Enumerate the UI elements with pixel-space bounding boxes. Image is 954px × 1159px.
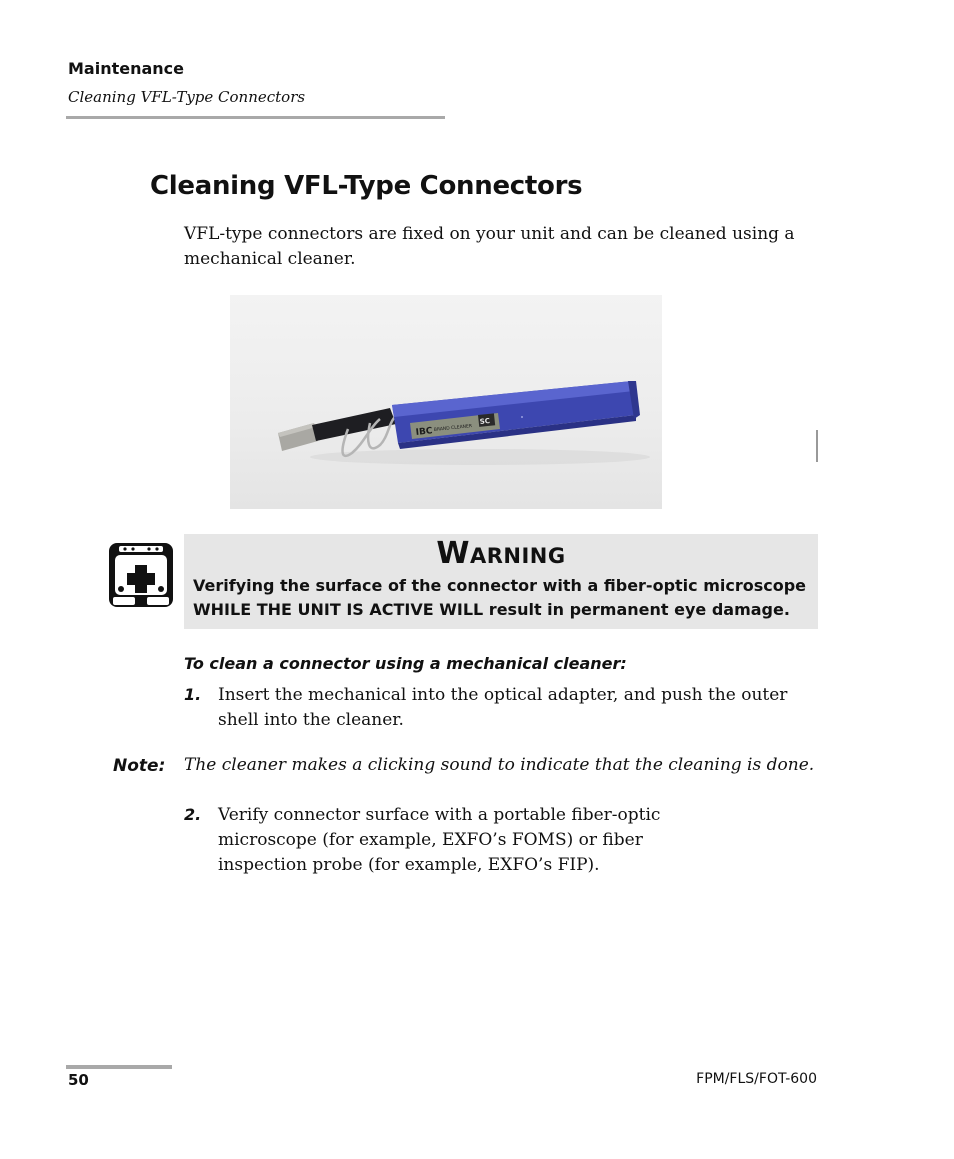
warning-text: Verifying the surface of the connector with a fiber-optic microscope WHILE THE UNIT IS ACTIVE WILL result in permanent eye damage. xyxy=(193,576,807,619)
warning-title: Warning xyxy=(436,536,566,571)
margin-mark xyxy=(816,430,818,462)
step-text: Verify connector surface with a portable fiber-optic microscope (for example, EXFO’s FOMS) or fiber inspection probe (for example, EXFO’s FIP). xyxy=(218,805,661,875)
cleaner-product-label: BRAND CLEANER xyxy=(433,424,473,433)
running-header-section: Maintenance xyxy=(68,59,185,78)
procedure-title: To clean a connector using a mechanical cleaner: xyxy=(184,654,627,673)
cleaner-brand-label: IBC xyxy=(415,426,434,438)
mechanical-cleaner-illustration xyxy=(230,295,662,509)
intro-paragraph: VFL-type connectors are fixed on your unit and can be cleaned using a mechanical cleaner. xyxy=(184,224,795,269)
note-label: Note: xyxy=(113,756,166,776)
footer-divider xyxy=(66,1065,172,1069)
page-number: 50 xyxy=(68,1071,89,1089)
step-text: Insert the mechanical into the optical adapter, and push the outer shell into the cleaner. xyxy=(218,685,788,730)
running-header-subsection: Cleaning VFL-Type Connectors xyxy=(68,88,306,106)
mechanical-cleaner-photo xyxy=(230,295,662,509)
header-divider xyxy=(66,116,445,119)
note-text: The cleaner makes a clicking sound to indicate that the cleaning is done. xyxy=(184,755,815,775)
step-number: 2. xyxy=(184,805,202,824)
step-number: 1. xyxy=(184,685,202,704)
warning-box xyxy=(184,534,818,629)
page-title: Cleaning VFL-Type Connectors xyxy=(150,171,583,201)
document-id: FPM/FLS/FOT-600 xyxy=(696,1071,817,1087)
warning-icon xyxy=(107,541,175,609)
cleaner-connector-label: SC xyxy=(479,416,491,426)
